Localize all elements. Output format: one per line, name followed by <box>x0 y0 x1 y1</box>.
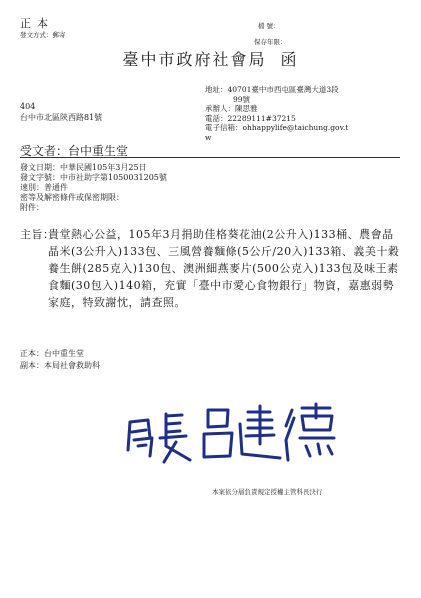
dispatch-method: 發文方式：郵寄 <box>20 31 66 39</box>
subject-content: 貴堂熱心公益，105年3月捐助佳格葵花油(2公升入)133桶、農會晶晶米(3公升入)133包、三風營養麵條(5公斤/20入)133箱、義美十穀養生餅(285克入)130包、澳洲細燕麥片(500公克入)133包及味王素食麵(30包入)140箱，充實「臺中市愛心食物銀行」物資，嘉惠弱勢家庭，特致謝忱，請查照。 <box>48 228 400 309</box>
document-meta <box>20 163 167 213</box>
retention-period-label: 保存年限： <box>254 38 287 46</box>
divider <box>20 157 400 158</box>
recipient: 受文者：台中重生堂 <box>20 144 129 158</box>
contact-email: 電子信箱：ohhappylife@taichung.gov.t <box>205 123 349 132</box>
subject-section <box>20 226 405 311</box>
document-title <box>0 47 421 70</box>
file-number-label: 檔 號： <box>258 22 280 30</box>
contact-phone: 電話：22289111#37215 <box>205 113 296 123</box>
director-signature <box>120 400 350 470</box>
attachments: 附件： <box>20 203 44 212</box>
delivery-speed: 速別：普通件 <box>20 183 68 192</box>
document-type: 函 <box>280 50 299 69</box>
secrecy-level: 密等及解密條件或保密期限： <box>20 193 124 202</box>
receiver-address: 台中市北區陝西路81號 <box>20 113 103 122</box>
issuer-name: 臺中市政府社會局 <box>122 50 267 69</box>
signature-text: 局長呂建德 <box>120 400 125 401</box>
contact-email-cont: w <box>205 132 212 142</box>
sender-info <box>205 85 395 142</box>
sender-address-cont: 99號 <box>233 94 251 104</box>
contact-person: 承辦人：陳思雅 <box>205 104 258 113</box>
copy-type: 正本 <box>20 17 54 30</box>
authorization-note: 本案依分層負責規定授權主管科長決行 <box>212 488 323 496</box>
reference-number: 發文字號：中市社助字第1050031205號 <box>20 173 167 182</box>
subject-label: 主旨： <box>20 228 55 241</box>
sender-address: 地址：40701臺中市西屯區臺灣大道3段 <box>205 85 339 94</box>
original-recipient: 正本：台中重生堂 <box>20 349 84 358</box>
copy-recipient: 副本：本局社會救助科 <box>20 361 100 370</box>
issue-date: 發文日期：中華民國105年3月25日 <box>20 163 147 172</box>
receiver-postcode: 404 <box>20 102 36 111</box>
